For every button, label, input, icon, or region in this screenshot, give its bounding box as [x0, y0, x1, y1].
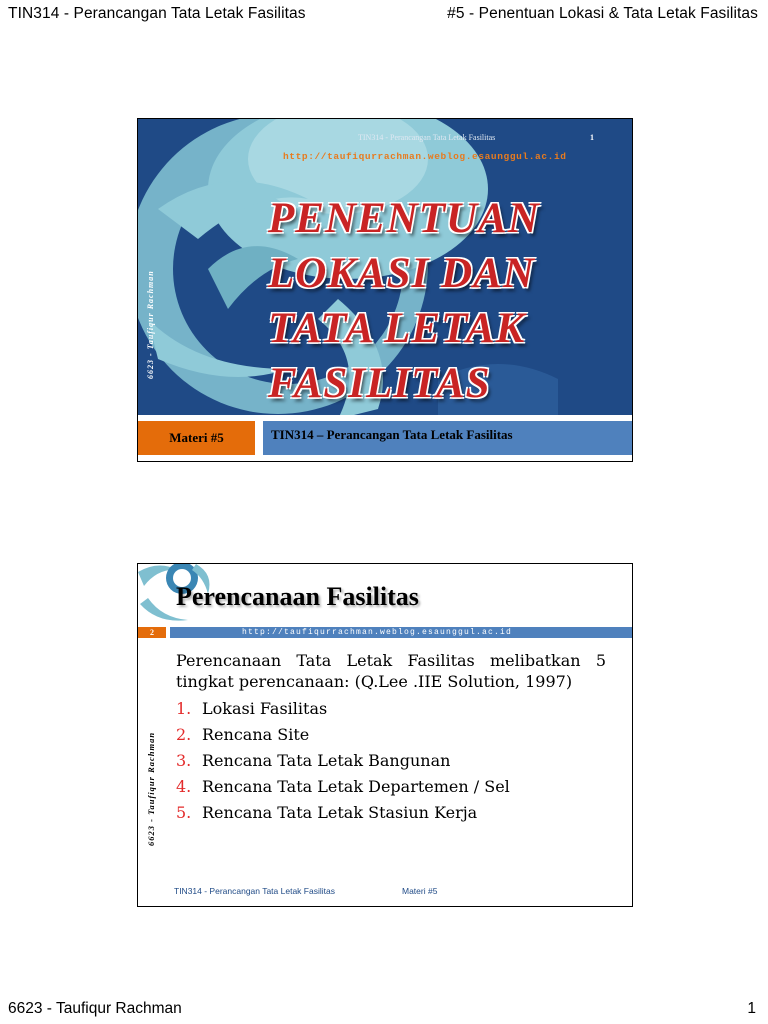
slide-2-footer-materi: Materi #5: [402, 886, 438, 896]
slide-2-number: 2: [138, 627, 166, 638]
slide-2-vertical-author-text: 6623 - Taufiqur Rachman: [146, 731, 156, 846]
slide-2-body: [176, 650, 606, 826]
list-item: [176, 800, 606, 826]
slide-1-bottom-bar: [138, 415, 632, 461]
list-item-text: Rencana Tata Letak Bangunan: [202, 751, 451, 770]
slide-1-vertical-author: [144, 239, 158, 379]
list-item: [176, 748, 606, 774]
page-number: 1: [747, 1000, 756, 1017]
title-line-1: PENENTUAN: [268, 195, 540, 242]
slide-1-top-text: TIN314 - Perancangan Tata Letak Fasilitas: [358, 133, 496, 142]
list-item-number: 4.: [176, 777, 192, 796]
slide-2-footer-course: TIN314 - Perancangan Tata Letak Fasilitas: [174, 886, 335, 896]
title-line-4: FASILITAS: [268, 360, 491, 407]
slide-2-url-bar: [170, 627, 632, 638]
list-item: [176, 774, 606, 800]
list-item-number: 1.: [176, 699, 192, 718]
materi-label: Materi #5: [138, 421, 255, 455]
slide-2: [137, 563, 633, 907]
list-item: [176, 722, 606, 748]
title-line-3: TATA LETAK: [268, 305, 526, 352]
slide-2-url: http://taufiqurrachman.weblog.esaunggul.ac.id: [242, 628, 513, 637]
list-item-number: 5.: [176, 803, 192, 822]
slide-1-url: http://taufiqurrachman.weblog.esaunggul.ac.id: [283, 151, 567, 162]
list-item-text: Lokasi Fasilitas: [202, 699, 328, 718]
slide-2-intro: Perencanaan Tata Letak Fasilitas melibatkan 5 tingkat perencanaan: (Q.Lee .IIE Solution, 1997): [176, 651, 606, 691]
page-header-left: TIN314 - Perancangan Tata Letak Fasilitas: [8, 5, 306, 22]
course-label: TIN314 – Perancangan Tata Letak Fasilitas: [263, 421, 632, 455]
list-item-number: 2.: [176, 725, 192, 744]
list-item-number: 3.: [176, 751, 192, 770]
list-item-text: Rencana Tata Letak Stasiun Kerja: [202, 803, 478, 822]
list-item-text: Rencana Tata Letak Departemen / Sel: [202, 777, 510, 796]
page-header-right: #5 - Penentuan Lokasi & Tata Letak Fasilitas: [447, 5, 758, 22]
slide-1: [137, 118, 633, 462]
slide-1-number: 1: [590, 133, 594, 142]
title-line-2: LOKASI DAN: [268, 250, 535, 297]
list-item: [176, 696, 606, 722]
page-footer-left: 6623 - Taufiqur Rachman: [8, 1000, 182, 1017]
slide-1-vertical-author-text: 6623 - Taufiqur Rachman: [146, 270, 155, 379]
slide-1-title: [268, 191, 628, 411]
slide-2-vertical-author: [144, 686, 158, 846]
slide-2-title: Perencanaan Fasilitas: [176, 582, 419, 611]
planning-levels-list: [176, 696, 606, 826]
list-item-text: Rencana Site: [202, 725, 310, 744]
